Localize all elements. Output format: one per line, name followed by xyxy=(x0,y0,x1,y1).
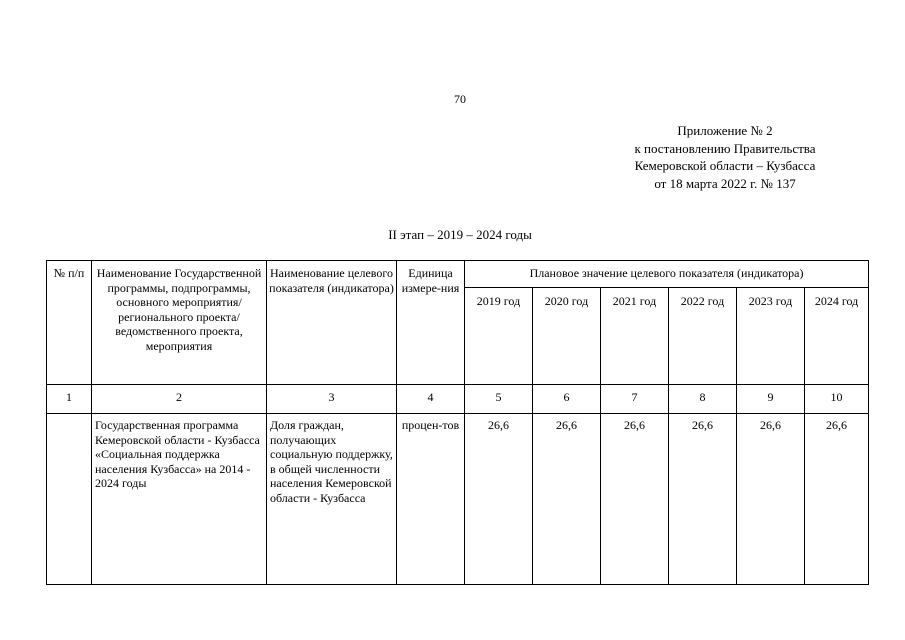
column-number: 3 xyxy=(267,385,397,414)
page-number: 70 xyxy=(454,92,466,106)
column-number: 8 xyxy=(669,385,737,414)
column-number: 1 xyxy=(47,385,92,414)
column-number: 9 xyxy=(737,385,805,414)
header-year: 2022 год xyxy=(669,288,737,385)
row-value: 26,6 xyxy=(465,414,533,585)
row-value: 26,6 xyxy=(737,414,805,585)
appendix-line-1: Приложение № 2 xyxy=(677,123,773,138)
column-number: 6 xyxy=(533,385,601,414)
row-value: 26,6 xyxy=(533,414,601,585)
column-number: 4 xyxy=(397,385,465,414)
plan-table xyxy=(46,260,869,585)
appendix-line-4: от 18 марта 2022 г. № 137 xyxy=(654,175,796,191)
column-number: 7 xyxy=(601,385,669,414)
header-unit: Единица измере-ния xyxy=(397,261,465,385)
header-year: 2023 год xyxy=(737,288,805,385)
row-value: 26,6 xyxy=(669,414,737,585)
header-year: 2021 год xyxy=(601,288,669,385)
stage-title: II этап – 2019 – 2024 годы xyxy=(388,227,532,242)
column-number: 5 xyxy=(465,385,533,414)
header-num: № п/п xyxy=(47,261,92,385)
appendix-line-3: Кемеровской области – Кузбасса xyxy=(634,158,816,173)
appendix-line-2: к постановлению Правительства xyxy=(634,140,816,156)
header-program: Наименование Государственной программы, подпрограммы, основного мероприятия/ регионального проекта/ ведомственного проекта, мероприятия xyxy=(92,261,267,385)
table-row xyxy=(47,414,869,585)
column-number-row xyxy=(47,385,869,414)
row-program: Государственная программа Кемеровской области - Кузбасса «Социальная поддержка населения Кузбасса» на 2014 - 2024 годы xyxy=(92,414,267,585)
header-year: 2024 год xyxy=(805,288,869,385)
header-plan: Плановое значение целевого показателя (индикатора) xyxy=(465,261,869,288)
column-number: 10 xyxy=(805,385,869,414)
header-year: 2020 год xyxy=(533,288,601,385)
row-value: 26,6 xyxy=(805,414,869,585)
header-indicator: Наименование целевого показателя (индикатора) xyxy=(267,261,397,385)
row-num xyxy=(47,414,92,585)
column-number: 2 xyxy=(92,385,267,414)
row-value: 26,6 xyxy=(601,414,669,585)
row-unit: процен-тов xyxy=(397,414,465,585)
appendix-block xyxy=(590,122,860,192)
header-year: 2019 год xyxy=(465,288,533,385)
row-indicator: Доля граждан, получающих социальную поддержку, в общей численности населения Кемеровской области - Кузбасса xyxy=(267,414,397,585)
